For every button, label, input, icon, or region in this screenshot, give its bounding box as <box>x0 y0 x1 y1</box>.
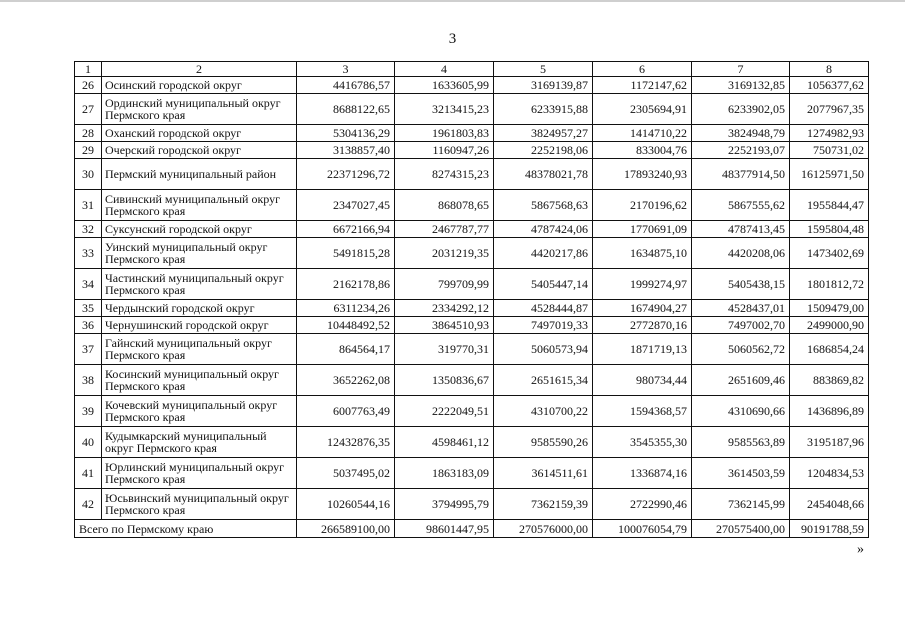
closing-quote-mark: » <box>857 542 864 557</box>
amount-cell: 2252193,07 <box>692 142 790 159</box>
amount-cell: 10260544,16 <box>297 489 395 520</box>
row-number: 27 <box>75 94 102 125</box>
row-number: 37 <box>75 334 102 365</box>
amount-cell: 1274982,93 <box>790 125 869 142</box>
amount-cell: 3138857,40 <box>297 142 395 159</box>
amount-cell: 980734,44 <box>593 365 692 396</box>
column-header: 8 <box>790 62 869 77</box>
amount-cell: 1473402,69 <box>790 238 869 269</box>
amount-cell: 7497019,33 <box>494 317 593 334</box>
amount-cell: 750731,02 <box>790 142 869 159</box>
column-header: 1 <box>75 62 102 77</box>
amount-cell: 1350836,67 <box>395 365 494 396</box>
amount-cell: 4420208,06 <box>692 238 790 269</box>
table-row <box>75 238 869 269</box>
amount-cell: 3824957,27 <box>494 125 593 142</box>
amount-cell: 1172147,62 <box>593 77 692 94</box>
municipality-name: Ординский муниципальный округ Пермского края <box>102 94 297 125</box>
amount-cell: 1056377,62 <box>790 77 869 94</box>
row-number: 30 <box>75 159 102 190</box>
municipality-name: Очерский городской округ <box>102 142 297 159</box>
amount-cell: 2162178,86 <box>297 269 395 300</box>
column-header: 4 <box>395 62 494 77</box>
amount-cell: 2252198,06 <box>494 142 593 159</box>
table-row <box>75 317 869 334</box>
row-number: 34 <box>75 269 102 300</box>
amount-cell: 5405447,14 <box>494 269 593 300</box>
amount-cell: 3169139,87 <box>494 77 593 94</box>
amount-cell: 5867555,62 <box>692 190 790 221</box>
amount-cell: 4787424,06 <box>494 221 593 238</box>
table-row <box>75 190 869 221</box>
row-number: 31 <box>75 190 102 221</box>
amount-cell: 2467787,77 <box>395 221 494 238</box>
row-number: 42 <box>75 489 102 520</box>
amount-cell: 3195187,96 <box>790 427 869 458</box>
amount-cell: 319770,31 <box>395 334 494 365</box>
amount-cell: 4528444,87 <box>494 300 593 317</box>
column-header: 2 <box>102 62 297 77</box>
amount-cell: 5037495,02 <box>297 458 395 489</box>
amount-cell: 2347027,45 <box>297 190 395 221</box>
amount-cell: 16125971,50 <box>790 159 869 190</box>
amount-cell: 3545355,30 <box>593 427 692 458</box>
amount-cell: 3652262,08 <box>297 365 395 396</box>
amount-cell: 2170196,62 <box>593 190 692 221</box>
column-header: 7 <box>692 62 790 77</box>
municipality-name: Осинский городской округ <box>102 77 297 94</box>
column-header: 6 <box>593 62 692 77</box>
municipality-name: Пермский муниципальный район <box>102 159 297 190</box>
amount-cell: 2651615,34 <box>494 365 593 396</box>
table-row <box>75 269 869 300</box>
amount-cell: 9585590,26 <box>494 427 593 458</box>
amount-cell: 3213415,23 <box>395 94 494 125</box>
amount-cell: 6311234,26 <box>297 300 395 317</box>
amount-cell: 8274315,23 <box>395 159 494 190</box>
municipality-name: Юсьвинский муниципальный округ Пермского края <box>102 489 297 520</box>
row-number: 28 <box>75 125 102 142</box>
amount-cell: 48378021,78 <box>494 159 593 190</box>
amount-cell: 1674904,27 <box>593 300 692 317</box>
amount-cell: 5405438,15 <box>692 269 790 300</box>
amount-cell: 7497002,70 <box>692 317 790 334</box>
budget-table <box>74 61 869 538</box>
table-row <box>75 159 869 190</box>
amount-cell: 1634875,10 <box>593 238 692 269</box>
total-row <box>75 520 869 538</box>
amount-cell: 1801812,72 <box>790 269 869 300</box>
municipality-name: Гайнский муниципальный округ Пермского края <box>102 334 297 365</box>
amount-cell: 6233902,05 <box>692 94 790 125</box>
amount-cell: 1509479,00 <box>790 300 869 317</box>
amount-cell: 2305694,91 <box>593 94 692 125</box>
amount-cell: 2772870,16 <box>593 317 692 334</box>
amount-cell: 4310690,66 <box>692 396 790 427</box>
table-row <box>75 458 869 489</box>
amount-cell: 2031219,35 <box>395 238 494 269</box>
total-amount-cell: 266589100,00 <box>297 520 395 538</box>
table-row <box>75 77 869 94</box>
amount-cell: 1204834,53 <box>790 458 869 489</box>
total-label: Всего по Пермскому краю <box>75 520 297 538</box>
municipality-name: Чернушинский городской округ <box>102 317 297 334</box>
amount-cell: 48377914,50 <box>692 159 790 190</box>
amount-cell: 3614503,59 <box>692 458 790 489</box>
amount-cell: 2077967,35 <box>790 94 869 125</box>
municipality-name: Сивинский муниципальный округ Пермского края <box>102 190 297 221</box>
amount-cell: 4420217,86 <box>494 238 593 269</box>
total-amount-cell: 270576000,00 <box>494 520 593 538</box>
row-number: 26 <box>75 77 102 94</box>
table-row <box>75 300 869 317</box>
amount-cell: 1961803,83 <box>395 125 494 142</box>
amount-cell: 4310700,22 <box>494 396 593 427</box>
amount-cell: 1871719,13 <box>593 334 692 365</box>
table-row <box>75 221 869 238</box>
amount-cell: 1770691,09 <box>593 221 692 238</box>
amount-cell: 10448492,52 <box>297 317 395 334</box>
amount-cell: 5060562,72 <box>692 334 790 365</box>
municipality-name: Уинский муниципальный округ Пермского края <box>102 238 297 269</box>
amount-cell: 12432876,35 <box>297 427 395 458</box>
table-row <box>75 334 869 365</box>
total-amount-cell: 90191788,59 <box>790 520 869 538</box>
amount-cell: 868078,65 <box>395 190 494 221</box>
amount-cell: 1955844,47 <box>790 190 869 221</box>
table-row <box>75 94 869 125</box>
amount-cell: 7362145,99 <box>692 489 790 520</box>
table-row <box>75 427 869 458</box>
amount-cell: 3824948,79 <box>692 125 790 142</box>
amount-cell: 4598461,12 <box>395 427 494 458</box>
row-number: 32 <box>75 221 102 238</box>
municipality-name: Юрлинский муниципальный округ Пермского края <box>102 458 297 489</box>
amount-cell: 3864510,93 <box>395 317 494 334</box>
row-number: 38 <box>75 365 102 396</box>
amount-cell: 2334292,12 <box>395 300 494 317</box>
amount-cell: 22371296,72 <box>297 159 395 190</box>
row-number: 29 <box>75 142 102 159</box>
row-number: 33 <box>75 238 102 269</box>
municipality-name: Чердынский городской округ <box>102 300 297 317</box>
amount-cell: 2454048,66 <box>790 489 869 520</box>
amount-cell: 3794995,79 <box>395 489 494 520</box>
amount-cell: 8688122,65 <box>297 94 395 125</box>
amount-cell: 1595804,48 <box>790 221 869 238</box>
amount-cell: 2499000,90 <box>790 317 869 334</box>
municipality-name: Оханский городской округ <box>102 125 297 142</box>
page-top-border <box>0 0 905 2</box>
amount-cell: 1686854,24 <box>790 334 869 365</box>
amount-cell: 4787413,45 <box>692 221 790 238</box>
amount-cell: 9585563,89 <box>692 427 790 458</box>
column-header: 3 <box>297 62 395 77</box>
row-number: 40 <box>75 427 102 458</box>
table-row <box>75 365 869 396</box>
amount-cell: 7362159,39 <box>494 489 593 520</box>
amount-cell: 1633605,99 <box>395 77 494 94</box>
row-number: 41 <box>75 458 102 489</box>
table-row <box>75 125 869 142</box>
amount-cell: 1863183,09 <box>395 458 494 489</box>
amount-cell: 5867568,63 <box>494 190 593 221</box>
total-amount-cell: 100076054,79 <box>593 520 692 538</box>
amount-cell: 799709,99 <box>395 269 494 300</box>
amount-cell: 5060573,94 <box>494 334 593 365</box>
page-number: 3 <box>448 31 457 47</box>
amount-cell: 17893240,93 <box>593 159 692 190</box>
municipality-name: Частинский муниципальный округ Пермского края <box>102 269 297 300</box>
amount-cell: 1594368,57 <box>593 396 692 427</box>
amount-cell: 1336874,16 <box>593 458 692 489</box>
table-row <box>75 489 869 520</box>
table-row <box>75 396 869 427</box>
amount-cell: 1160947,26 <box>395 142 494 159</box>
amount-cell: 2651609,46 <box>692 365 790 396</box>
amount-cell: 4528437,01 <box>692 300 790 317</box>
amount-cell: 4416786,57 <box>297 77 395 94</box>
municipality-name: Кудымкарский муниципальный округ Пермского края <box>102 427 297 458</box>
row-number: 36 <box>75 317 102 334</box>
amount-cell: 6672166,94 <box>297 221 395 238</box>
amount-cell: 5304136,29 <box>297 125 395 142</box>
column-header: 5 <box>494 62 593 77</box>
amount-cell: 833004,76 <box>593 142 692 159</box>
total-amount-cell: 98601447,95 <box>395 520 494 538</box>
amount-cell: 3614511,61 <box>494 458 593 489</box>
municipality-name: Суксунский городской округ <box>102 221 297 238</box>
column-number-row <box>75 62 869 77</box>
amount-cell: 864564,17 <box>297 334 395 365</box>
amount-cell: 2722990,46 <box>593 489 692 520</box>
amount-cell: 883869,82 <box>790 365 869 396</box>
amount-cell: 1999274,97 <box>593 269 692 300</box>
table-row <box>75 142 869 159</box>
row-number: 39 <box>75 396 102 427</box>
total-amount-cell: 270575400,00 <box>692 520 790 538</box>
municipality-name: Кочевский муниципальный округ Пермского края <box>102 396 297 427</box>
amount-cell: 2222049,51 <box>395 396 494 427</box>
amount-cell: 6233915,88 <box>494 94 593 125</box>
row-number: 35 <box>75 300 102 317</box>
amount-cell: 1414710,22 <box>593 125 692 142</box>
amount-cell: 5491815,28 <box>297 238 395 269</box>
municipality-name: Косинский муниципальный округ Пермского края <box>102 365 297 396</box>
amount-cell: 1436896,89 <box>790 396 869 427</box>
amount-cell: 6007763,49 <box>297 396 395 427</box>
amount-cell: 3169132,85 <box>692 77 790 94</box>
